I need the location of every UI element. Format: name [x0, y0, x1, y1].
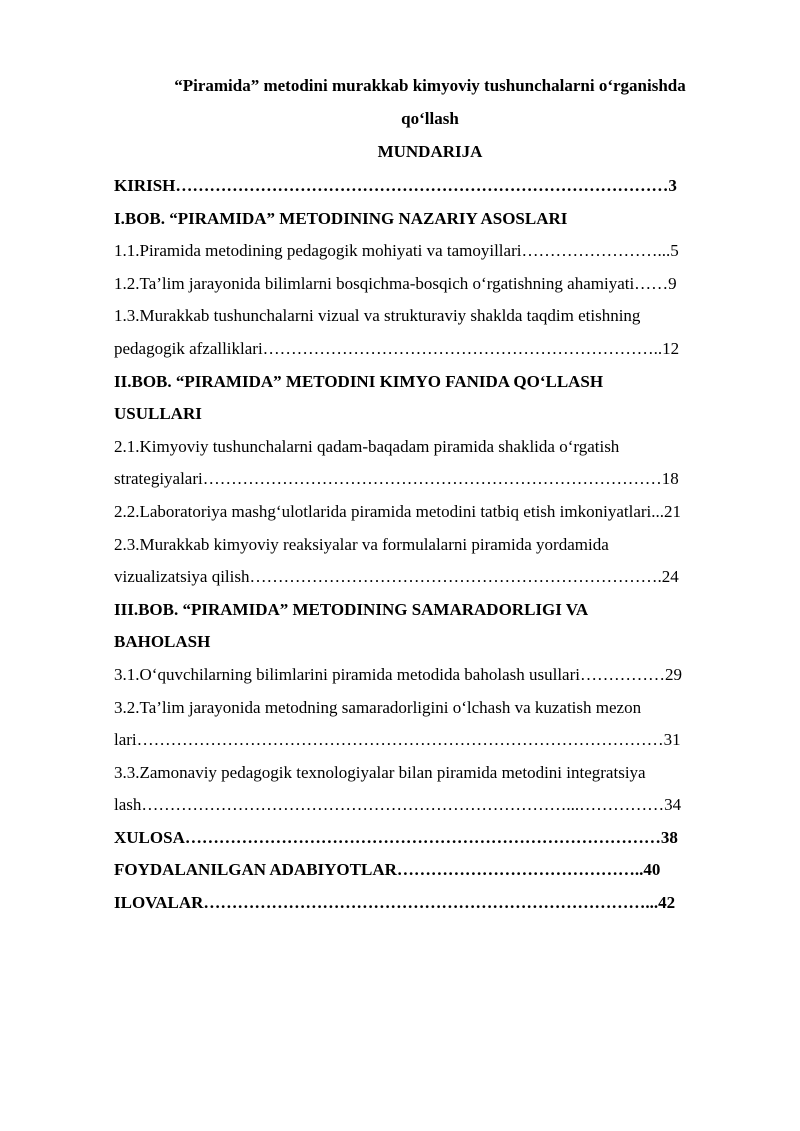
toc-line: III.BOB. “PIRAMIDA” METODINING SAMARADORLIGI VA: [114, 599, 589, 619]
toc-line: 2.1.Kimyoviy tushunchalarni qadam-baqadam piramida shaklida o‘rgatish: [114, 436, 620, 456]
toc-line: vizualizatsiya qilish……………………………………………………………….24: [114, 567, 679, 587]
toc-line: USULLARI: [114, 404, 202, 424]
table-of-contents: [114, 170, 742, 920]
toc-line: I.BOB. “PIRAMIDA” METODINING NAZARIY ASOSLARI: [114, 208, 568, 228]
toc-line: lari…………………………………………………………………………………31: [114, 730, 681, 750]
toc-line: 1.2.Ta’lim jarayonida bilimlarni bosqichma-bosqich o‘rgatishning ahamiyati……9: [114, 273, 677, 293]
document-title-line-2: qo‘llash: [401, 109, 459, 128]
document-title-line-1: “Piramida” metodini murakkab kimyoviy tushunchalarni o‘rganishda: [174, 76, 686, 95]
contents-heading: MUNDARIJA: [377, 142, 483, 161]
toc-line: BAHOLASH: [114, 632, 211, 652]
toc-line: XULOSA…………………………………………………………………………38: [114, 827, 678, 847]
toc-line: 1.3.Murakkab tushunchalarni vizual va strukturaviy shaklda taqdim etishning: [114, 306, 641, 326]
toc-line: 1.1.Piramida metodining pedagogik mohiyati va tamoyillari……………………...5: [114, 241, 679, 261]
toc-line: 3.1.O‘quvchilarning bilimlarini piramida metodida baholash usullari……………29: [114, 664, 682, 684]
toc-line: ILOVALAR……………………………………………………………………...42: [114, 893, 676, 913]
toc-line: 3.2.Ta’lim jarayonida metodning samaradorligini o‘lchash va kuzatish mezon: [114, 697, 642, 717]
toc-line: 2.3.Murakkab kimyoviy reaksiyalar va formulalarni piramida yordamida: [114, 534, 609, 554]
toc-line: 2.2.Laboratoriya mashg‘ulotlarida piramida metodini tatbiq etish imkoniyatlari...21: [114, 501, 682, 521]
toc-line: KIRISH……………………………………………………………………………3: [114, 176, 677, 195]
toc-line: pedagogik afzalliklari……………………………………………………………..12: [114, 338, 680, 358]
toc-line: 3.3.Zamonaviy pedagogik texnologiyalar bilan piramida metodini integratsiya: [114, 762, 646, 782]
toc-line: strategiyalari………………………………………………………………………18: [114, 469, 679, 489]
toc-line: II.BOB. “PIRAMIDA” METODINI KIMYO FANIDA QO‘LLASH: [114, 371, 604, 391]
toc-line: FOYDALANILGAN ADABIYOTLAR……………………………………..40: [114, 860, 661, 880]
toc-line: lash…………………………………………………………………...……………34: [114, 795, 682, 815]
